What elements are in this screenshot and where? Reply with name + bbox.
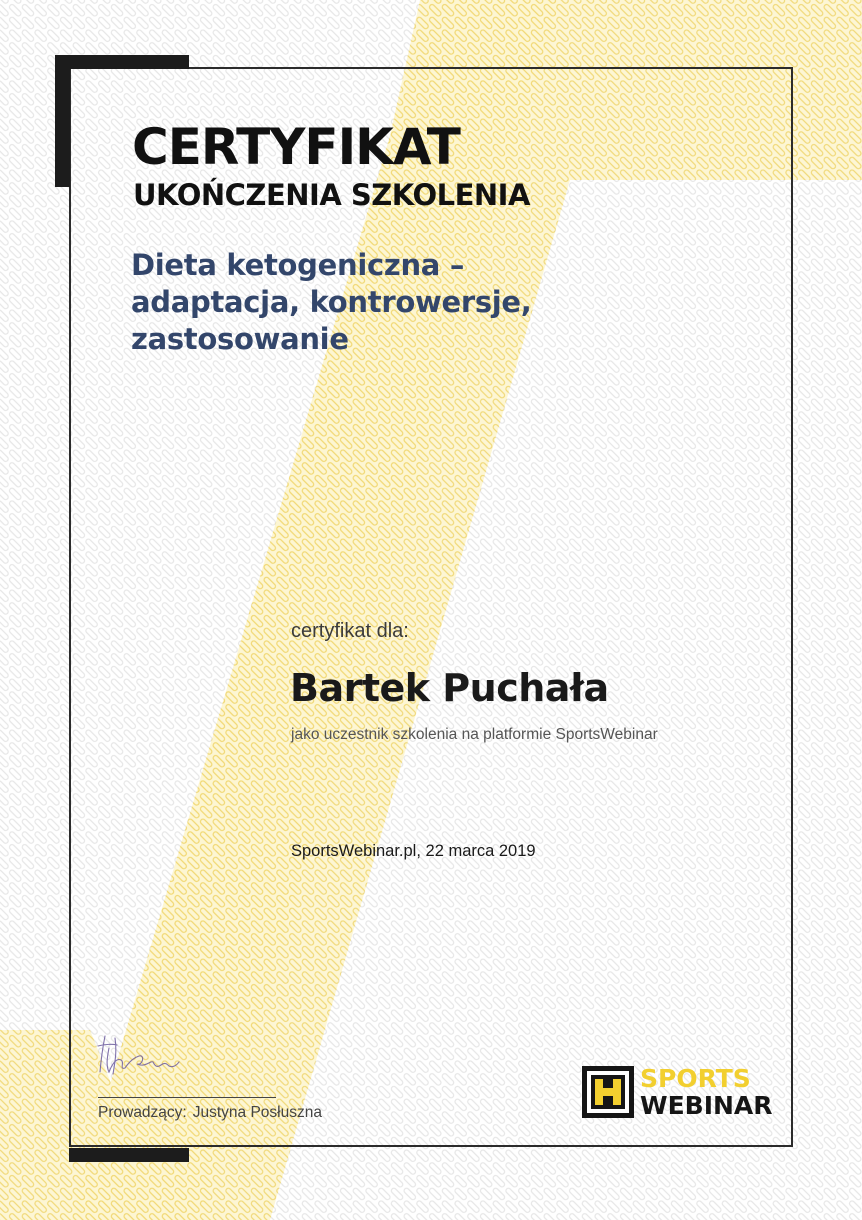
- course-title: [131, 247, 691, 358]
- corner-accent-top-left-vertical: [55, 55, 70, 187]
- signature: [95, 1032, 195, 1082]
- certificate-subtitle: UKOŃCZENIA SZKOLENIA: [133, 178, 530, 212]
- course-leader: [98, 1104, 322, 1122]
- sportswebinar-logo-icon: [582, 1066, 634, 1118]
- recipient-name: Bartek Puchała: [290, 666, 609, 710]
- certificate-for-label: certyfikat dla:: [291, 620, 409, 642]
- participant-note: jako uczestnik szkolenia na platformie SportsWebinar: [291, 726, 658, 743]
- course-title-line: zastosowanie: [131, 322, 349, 356]
- course-title-line: Dieta ketogeniczna –: [131, 248, 465, 282]
- logo-text-sports: SPORTS: [640, 1064, 751, 1093]
- leader-name: Justyna Posłuszna: [192, 1104, 322, 1121]
- place-and-date: SportsWebinar.pl, 22 marca 2019: [291, 842, 536, 860]
- certificate-frame: [69, 67, 793, 1147]
- course-title-line: adaptacja, kontrowersje,: [131, 285, 532, 319]
- logo-text-webinar: WEBINAR: [640, 1091, 773, 1120]
- corner-accent-top-left-horizontal: [55, 55, 189, 69]
- certificate-title: CERTYFIKAT: [132, 118, 460, 176]
- sportswebinar-logo: [582, 1066, 773, 1118]
- leader-label: Prowadzący:: [98, 1104, 187, 1121]
- signature-line: [98, 1097, 276, 1098]
- corner-accent-bottom-left: [69, 1148, 189, 1162]
